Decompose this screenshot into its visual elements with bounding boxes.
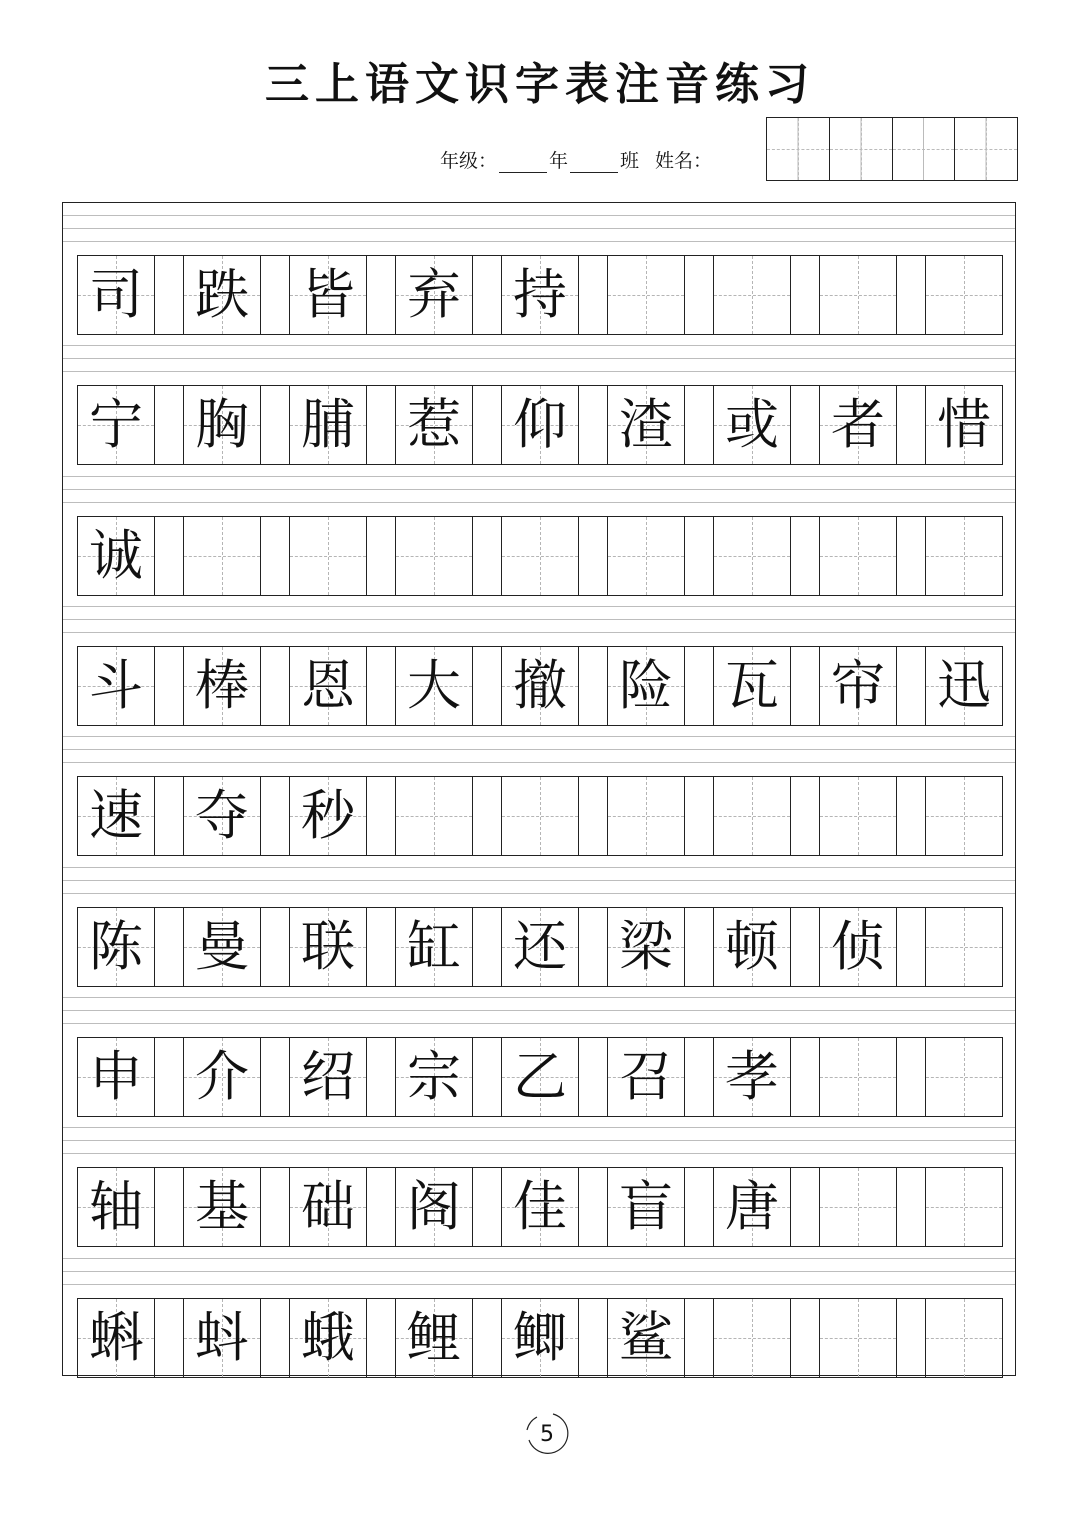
character-cell[interactable]: [77, 517, 155, 595]
student-info: [440, 146, 712, 173]
cell-guide-vertical: [540, 517, 541, 595]
hanzi-character: 阁: [407, 1175, 461, 1238]
character-cell[interactable]: [925, 777, 1003, 855]
hanzi-character: 侦: [831, 915, 885, 978]
character-cell[interactable]: [289, 1038, 367, 1116]
cell-guide-vertical: [858, 256, 859, 334]
pinyin-guide-line: [63, 345, 1015, 346]
hanzi-character: 持: [513, 263, 567, 326]
character-cell[interactable]: [819, 777, 897, 855]
character-cell[interactable]: [713, 1168, 791, 1246]
character-cell[interactable]: [77, 647, 155, 725]
character-cell[interactable]: [289, 517, 367, 595]
character-cell[interactable]: [819, 517, 897, 595]
hanzi-character: 险: [619, 654, 673, 717]
pinyin-guide-line: [63, 606, 1015, 607]
pinyin-guide-line: [63, 1284, 1015, 1285]
character-cell[interactable]: [607, 256, 685, 334]
cell-guide-vertical: [646, 517, 647, 595]
character-cell[interactable]: [395, 647, 473, 725]
practice-sheet: [62, 202, 1016, 1376]
pinyin-band[interactable]: [63, 1246, 1015, 1296]
character-cell[interactable]: [395, 1299, 473, 1377]
character-cell[interactable]: [395, 517, 473, 595]
character-cell[interactable]: [501, 386, 579, 464]
cell-guide-vertical: [752, 517, 753, 595]
pinyin-band[interactable]: [63, 724, 1015, 774]
cell-guide-vertical: [964, 256, 965, 334]
character-cell[interactable]: [501, 256, 579, 334]
pinyin-guide-line: [63, 371, 1015, 372]
hanzi-character: 司: [89, 263, 143, 326]
character-cell[interactable]: [183, 908, 261, 986]
hanzi-character: 帘: [831, 654, 885, 717]
character-row: [77, 776, 1003, 856]
pinyin-band[interactable]: [63, 985, 1015, 1035]
pinyin-guide-line: [63, 358, 1015, 359]
page-number: 5: [523, 1410, 571, 1458]
hanzi-character: 鲫: [513, 1306, 567, 1369]
character-cell[interactable]: [501, 1299, 579, 1377]
pinyin-guide-line: [63, 1127, 1015, 1128]
character-cell[interactable]: [501, 517, 579, 595]
cell-guide-vertical: [858, 777, 859, 855]
pinyin-guide-line: [63, 1010, 1015, 1011]
character-cell[interactable]: [395, 1168, 473, 1246]
pinyin-band[interactable]: [63, 203, 1015, 253]
hanzi-character: 基: [195, 1175, 249, 1238]
cell-guide-vertical: [858, 517, 859, 595]
character-cell[interactable]: [183, 256, 261, 334]
character-row: [77, 385, 1003, 465]
hanzi-character: 蚪: [195, 1306, 249, 1369]
character-row: [77, 1167, 1003, 1247]
pinyin-guide-line: [63, 632, 1015, 633]
character-cell[interactable]: [607, 647, 685, 725]
hanzi-character: 联: [301, 915, 355, 978]
character-row: [77, 1298, 1003, 1378]
hanzi-character: 皆: [301, 263, 355, 326]
pinyin-guide-line: [63, 1023, 1015, 1024]
year-label: 年: [549, 150, 569, 172]
character-cell[interactable]: [77, 908, 155, 986]
character-row: [77, 646, 1003, 726]
character-cell[interactable]: [819, 386, 897, 464]
pinyin-guide-line: [63, 762, 1015, 763]
character-cell[interactable]: [77, 1299, 155, 1377]
class-label: 班: [620, 150, 640, 172]
hanzi-character: 迅: [937, 654, 991, 717]
hanzi-character: 速: [89, 784, 143, 847]
character-cell[interactable]: [925, 908, 1003, 986]
character-cell[interactable]: [925, 1299, 1003, 1377]
hanzi-character: 渣: [619, 393, 673, 456]
pinyin-guide-line: [63, 1258, 1015, 1259]
hanzi-character: 惜: [937, 393, 991, 456]
hanzi-character: 础: [301, 1175, 355, 1238]
cell-guide-vertical: [964, 1038, 965, 1116]
hanzi-character: 鲨: [619, 1306, 673, 1369]
hanzi-character: 或: [725, 393, 779, 456]
character-cell[interactable]: [289, 256, 367, 334]
pinyin-guide-line: [63, 1271, 1015, 1272]
character-cell[interactable]: [819, 1168, 897, 1246]
character-cell[interactable]: [289, 908, 367, 986]
pinyin-guide-line: [63, 880, 1015, 881]
hanzi-character: 棒: [195, 654, 249, 717]
character-cell[interactable]: [925, 256, 1003, 334]
character-cell[interactable]: [183, 1168, 261, 1246]
character-cell[interactable]: [925, 1168, 1003, 1246]
cell-guide-vertical: [964, 1299, 965, 1377]
character-cell[interactable]: [77, 256, 155, 334]
pinyin-guide-line: [63, 1153, 1015, 1154]
cell-guide-vertical: [964, 908, 965, 986]
hanzi-character: 唐: [725, 1175, 779, 1238]
character-cell[interactable]: [501, 1038, 579, 1116]
hanzi-character: 宗: [407, 1045, 461, 1108]
hanzi-character: 曼: [195, 915, 249, 978]
hanzi-character: 大: [407, 654, 461, 717]
character-cell[interactable]: [395, 256, 473, 334]
page-title: 三上语文识字表注音练习: [265, 59, 815, 110]
pinyin-guide-line: [63, 476, 1015, 477]
cell-guide-vertical: [434, 517, 435, 595]
character-cell[interactable]: [713, 1299, 791, 1377]
cell-guide-vertical: [858, 1168, 859, 1246]
cell-guide-vertical: [434, 777, 435, 855]
pinyin-band[interactable]: [63, 855, 1015, 905]
character-cell[interactable]: [183, 517, 261, 595]
character-cell[interactable]: [289, 1168, 367, 1246]
cell-guide-vertical: [646, 777, 647, 855]
name-writing-box[interactable]: [766, 117, 1018, 181]
hanzi-character: 轴: [89, 1175, 143, 1238]
hanzi-character: 梁: [619, 915, 673, 978]
hanzi-character: 鲤: [407, 1306, 461, 1369]
hanzi-character: 恩: [301, 654, 355, 717]
character-cell[interactable]: [713, 647, 791, 725]
hanzi-character: 蝌: [89, 1306, 143, 1369]
character-row: [77, 1037, 1003, 1117]
name-label: 姓名：: [655, 150, 713, 172]
character-cell[interactable]: [713, 908, 791, 986]
name-cell[interactable]: [893, 118, 956, 180]
class-blank[interactable]: [570, 152, 618, 173]
character-cell[interactable]: [395, 908, 473, 986]
character-cell[interactable]: [819, 1038, 897, 1116]
hanzi-character: 宁: [89, 393, 143, 456]
hanzi-character: 撤: [513, 654, 567, 717]
pinyin-guide-line: [63, 893, 1015, 894]
character-cell[interactable]: [501, 908, 579, 986]
character-cell[interactable]: [607, 1299, 685, 1377]
hanzi-character: 乙: [513, 1045, 567, 1108]
hanzi-character: 惹: [407, 393, 461, 456]
character-cell[interactable]: [713, 256, 791, 334]
character-cell[interactable]: [289, 647, 367, 725]
cell-guide-vertical: [752, 1299, 753, 1377]
character-cell[interactable]: [713, 386, 791, 464]
character-row: [77, 907, 1003, 987]
hanzi-character: 蛾: [301, 1306, 355, 1369]
hanzi-character: 斗: [89, 654, 143, 717]
cell-guide-vertical: [964, 517, 965, 595]
hanzi-character: 仰: [513, 393, 567, 456]
cell-guide-vertical: [222, 517, 223, 595]
hanzi-character: 盲: [619, 1175, 673, 1238]
cell-guide-vertical: [540, 777, 541, 855]
pinyin-band[interactable]: [63, 1115, 1015, 1165]
character-cell[interactable]: [819, 256, 897, 334]
grade-blank[interactable]: [499, 152, 547, 173]
character-cell[interactable]: [183, 647, 261, 725]
pinyin-guide-line: [63, 867, 1015, 868]
character-cell[interactable]: [607, 386, 685, 464]
hanzi-character: 绍: [301, 1045, 355, 1108]
pinyin-band[interactable]: [63, 464, 1015, 514]
character-cell[interactable]: [183, 386, 261, 464]
character-cell[interactable]: [925, 517, 1003, 595]
grade-label: 年级：: [440, 150, 498, 172]
pinyin-guide-line: [63, 228, 1015, 229]
character-cell[interactable]: [183, 777, 261, 855]
character-cell[interactable]: [607, 1038, 685, 1116]
hanzi-character: 瓦: [725, 654, 779, 717]
pinyin-guide-line: [63, 489, 1015, 490]
hanzi-character: 顿: [725, 915, 779, 978]
character-cell[interactable]: [819, 647, 897, 725]
cell-guide-vertical: [858, 1038, 859, 1116]
character-cell[interactable]: [77, 777, 155, 855]
pinyin-band[interactable]: [63, 594, 1015, 644]
character-cell[interactable]: [501, 647, 579, 725]
cell-guide-vertical: [964, 1168, 965, 1246]
character-cell[interactable]: [819, 1299, 897, 1377]
character-cell[interactable]: [77, 386, 155, 464]
hanzi-character: 申: [89, 1045, 143, 1108]
name-cell[interactable]: [830, 118, 893, 180]
hanzi-character: 脯: [301, 393, 355, 456]
pinyin-guide-line: [63, 502, 1015, 503]
pinyin-guide-line: [63, 619, 1015, 620]
character-cell[interactable]: [607, 777, 685, 855]
hanzi-character: 诚: [89, 524, 143, 587]
hanzi-character: 跌: [195, 263, 249, 326]
hanzi-character: 介: [195, 1045, 249, 1108]
hanzi-character: 秒: [301, 784, 355, 847]
character-cell[interactable]: [925, 1038, 1003, 1116]
pinyin-guide-line: [63, 1140, 1015, 1141]
character-cell[interactable]: [289, 1299, 367, 1377]
cell-guide-vertical: [752, 256, 753, 334]
character-cell[interactable]: [713, 1038, 791, 1116]
character-cell[interactable]: [501, 777, 579, 855]
character-cell[interactable]: [77, 1168, 155, 1246]
hanzi-character: 孝: [725, 1045, 779, 1108]
hanzi-character: 弃: [407, 263, 461, 326]
pinyin-guide-line: [63, 749, 1015, 750]
character-cell[interactable]: [395, 386, 473, 464]
pinyin-guide-line: [63, 736, 1015, 737]
hanzi-character: 夺: [195, 784, 249, 847]
hanzi-character: 陈: [89, 915, 143, 978]
character-cell[interactable]: [395, 1038, 473, 1116]
character-cell[interactable]: [607, 517, 685, 595]
hanzi-character: 胸: [195, 393, 249, 456]
cell-guide-vertical: [858, 1299, 859, 1377]
hanzi-character: 召: [619, 1045, 673, 1108]
name-cell[interactable]: [955, 118, 1017, 180]
character-cell[interactable]: [713, 777, 791, 855]
character-cell[interactable]: [289, 777, 367, 855]
character-cell[interactable]: [925, 386, 1003, 464]
character-cell[interactable]: [395, 777, 473, 855]
hanzi-character: 佳: [513, 1175, 567, 1238]
pinyin-band[interactable]: [63, 333, 1015, 383]
character-cell[interactable]: [77, 1038, 155, 1116]
cell-guide-vertical: [964, 777, 965, 855]
character-cell[interactable]: [501, 1168, 579, 1246]
character-row: [77, 516, 1003, 596]
name-cell[interactable]: [767, 118, 830, 180]
character-row: [77, 255, 1003, 335]
pinyin-guide-line: [63, 241, 1015, 242]
character-cell[interactable]: [925, 647, 1003, 725]
pinyin-guide-line: [63, 997, 1015, 998]
character-cell[interactable]: [183, 1299, 261, 1377]
character-cell[interactable]: [607, 1168, 685, 1246]
cell-guide-vertical: [752, 777, 753, 855]
cell-guide-vertical: [646, 256, 647, 334]
character-cell[interactable]: [183, 1038, 261, 1116]
character-cell[interactable]: [713, 517, 791, 595]
pinyin-guide-line: [63, 215, 1015, 216]
hanzi-character: 还: [513, 915, 567, 978]
character-cell[interactable]: [289, 386, 367, 464]
character-cell[interactable]: [607, 908, 685, 986]
hanzi-character: 者: [831, 393, 885, 456]
cell-guide-vertical: [328, 517, 329, 595]
character-cell[interactable]: [819, 908, 897, 986]
hanzi-character: 缸: [407, 915, 461, 978]
